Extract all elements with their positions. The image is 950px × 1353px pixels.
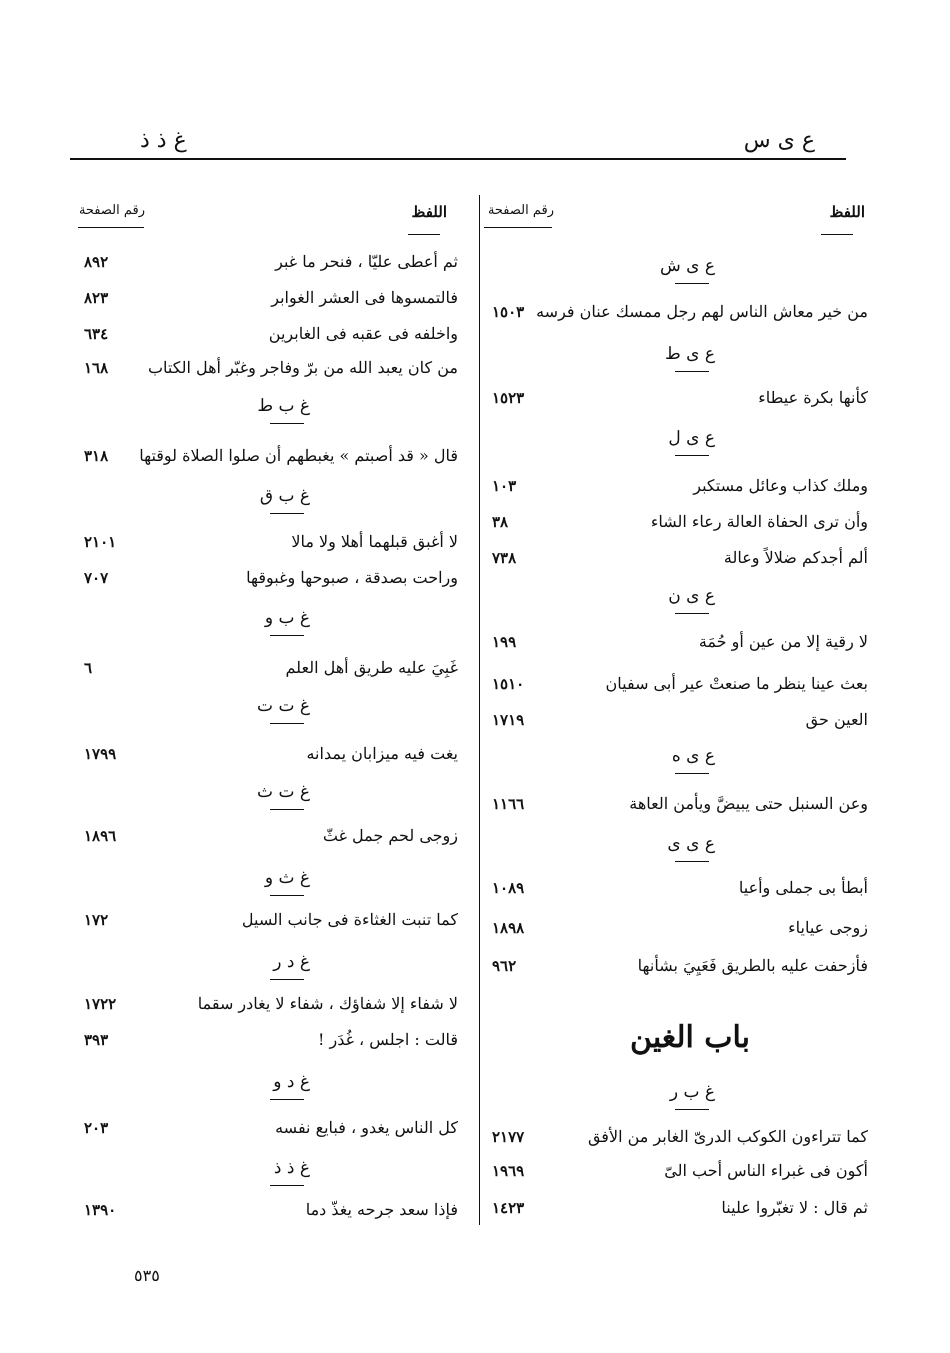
header-right: ع ى س xyxy=(743,128,815,153)
right-entry-text: أبطأ بى جملى وأعيا xyxy=(738,878,868,897)
right-entry-page-number: ١٥١٠ xyxy=(492,675,525,693)
left-entry-text: كما تنبت الغثاءة فى جانب السيل xyxy=(241,910,458,929)
left-entry-page-number: ١٧٢٢ xyxy=(84,995,117,1013)
right-entry-text: من خير معاش الناس لهم رجل ممسك عنان فرسه xyxy=(536,302,868,321)
left-root-rule xyxy=(270,513,304,514)
right-entry-page-number: ١٥٢٣ xyxy=(492,389,525,407)
left-entry-text: فإذا سعد جرحه يغذّ دما xyxy=(305,1200,458,1219)
right-entry-page-number: ١٩٦٩ xyxy=(492,1162,525,1180)
right-entry-page-number: ٣٨ xyxy=(492,513,509,531)
right-root-rule xyxy=(675,613,709,614)
right-entry-page-number: ٩٦٢ xyxy=(492,957,517,975)
left-root-heading: غ ب و xyxy=(264,608,310,628)
right-entry-page-number: ١٥٠٣ xyxy=(492,303,525,321)
left-entry-text: يغت فيه ميزابان يمدانه xyxy=(306,744,458,763)
left-entry-page-number: ١٧٢ xyxy=(84,911,109,929)
right-root-rule xyxy=(675,455,709,456)
right-entry-text: وعن السنبل حتى يبيضَّ ويأمن العاهة xyxy=(629,794,868,813)
right-entry-page-number: ١٠٣ xyxy=(492,477,517,495)
right-entry-text: وملك كذاب وعائل مستكبر xyxy=(693,476,868,495)
right-root-rule xyxy=(675,773,709,774)
left-root-heading: غ د و xyxy=(273,1072,310,1092)
left-entry-page-number: ١٧٩٩ xyxy=(84,745,117,763)
left-entry-text: قالت : اجلس ، غُدَر ! xyxy=(317,1030,458,1049)
header-left: غ ذ ذ xyxy=(140,128,187,153)
left-root-heading: غ ب ط xyxy=(257,396,310,416)
right-entry-text: أكون فى غبراء الناس أحب الىّ xyxy=(664,1161,868,1180)
right-entry-page-number: ١١٦٦ xyxy=(492,795,525,813)
left-root-heading: غ ت ث xyxy=(257,782,310,802)
right-entry-text: كأنها بكرة عيطاء xyxy=(758,388,868,407)
left-entry-text: غَبِيَ عليه طريق أهل العلم xyxy=(285,658,458,677)
right-root-heading: ع ى ن xyxy=(668,586,715,606)
left-entry-text: كل الناس يغدو ، فبايع نفسه xyxy=(275,1118,458,1137)
right-entry-text: ثم قال : لا تغبّروا علينا xyxy=(721,1198,868,1217)
left-root-rule xyxy=(270,979,304,980)
left-entry-text: لا شفاء إلا شفاؤك ، شفاء لا يغادر سقما xyxy=(197,994,458,1013)
right-root-rule xyxy=(675,1109,709,1110)
left-entry-page-number: ٨٩٢ xyxy=(84,253,109,271)
left-entry-page-number: ٣١٨ xyxy=(84,447,109,465)
left-word-label: اللفظ xyxy=(411,203,447,221)
left-entry-page-number: ١٨٩٦ xyxy=(84,827,117,845)
left-root-rule xyxy=(270,809,304,810)
left-root-rule xyxy=(270,1099,304,1100)
left-entry-text: زوجى لحم جمل غثّ xyxy=(322,826,458,845)
left-root-rule xyxy=(270,723,304,724)
right-root-heading: ع ى ط xyxy=(665,344,715,364)
right-entry-text: كما تتراءون الكوكب الدرىّ الغابر من الأفق xyxy=(587,1127,868,1146)
right-entry-page-number: ١٧١٩ xyxy=(492,711,525,729)
left-entry-page-number: ١٦٨ xyxy=(84,359,109,377)
right-entry-page-number: ١٤٢٣ xyxy=(492,1199,525,1217)
right-root-heading: غ ب ر xyxy=(669,1082,715,1102)
right-entry-text: فأزحفت عليه بالطريق فَعَيِيَ بشأنها xyxy=(637,956,868,975)
column-divider xyxy=(479,195,480,1225)
right-entry-page-number: ١٠٨٩ xyxy=(492,879,525,897)
top-rule xyxy=(70,158,846,160)
left-root-rule xyxy=(270,635,304,636)
right-entry-page-number: ٧٣٨ xyxy=(492,549,517,567)
left-entry-page-number: ٧٠٧ xyxy=(84,569,109,587)
right-root-rule xyxy=(675,861,709,862)
right-entry-page-number: ٢١٧٧ xyxy=(492,1128,525,1146)
left-entry-page-number: ٢٠٣ xyxy=(84,1119,109,1137)
left-root-rule xyxy=(270,1185,304,1186)
left-root-heading: غ ب ق xyxy=(259,486,310,506)
left-entry-page-number: ٦ xyxy=(84,659,93,677)
right-entry-text: لا رقية إلا من عين أو حُمَة xyxy=(698,632,868,651)
right-page-label-underline xyxy=(484,227,552,228)
right-word-label: اللفظ xyxy=(829,203,865,221)
left-entry-page-number: ٨٢٣ xyxy=(84,289,109,307)
right-root-rule xyxy=(675,283,709,284)
left-entry-text: من كان يعبد الله من برّ وفاجر وغبّر أهل الكتاب xyxy=(147,358,458,377)
left-word-label-underline xyxy=(408,234,440,235)
left-entry-text: فالتمسوها فى العشر الغوابر xyxy=(271,288,458,307)
right-root-rule xyxy=(675,371,709,372)
left-root-rule xyxy=(270,423,304,424)
left-root-rule xyxy=(270,895,304,896)
right-root-heading: ع ى ش xyxy=(659,256,715,276)
right-entry-page-number: ١٨٩٨ xyxy=(492,919,525,937)
page-number: ٥٣٥ xyxy=(134,1266,160,1285)
right-word-label-underline xyxy=(821,234,853,235)
right-entry-text: العين حق xyxy=(805,710,868,729)
left-root-heading: غ د ر xyxy=(273,952,310,972)
right-entry-text: ألم أجدكم ضلالاً وعالة xyxy=(723,548,868,567)
right-root-heading: ع ى ل xyxy=(668,428,715,448)
left-root-heading: غ ت ت xyxy=(257,696,310,716)
left-page-label-underline xyxy=(78,227,144,228)
left-entry-text: واخلفه فى عقبه فى الغابرين xyxy=(268,324,458,343)
right-page-label: رقم الصفحة xyxy=(487,203,554,218)
right-entry-text: بعث عينا ينظر ما صنعتْ عير أبى سفيان xyxy=(605,674,868,693)
right-chapter-heading: باب الغين xyxy=(629,1020,750,1055)
left-entry-text: ثم أعطى عليّا ، فنحر ما غبر xyxy=(275,252,458,271)
left-entry-text: لا أغبق قبلهما أهلا ولا مالا xyxy=(291,532,458,551)
left-page-label: رقم الصفحة xyxy=(78,203,145,218)
left-root-heading: غ ذ ذ xyxy=(273,1158,310,1178)
right-entry-text: زوجى عياياء xyxy=(788,918,868,937)
right-root-heading: ع ى ى xyxy=(667,834,715,854)
left-entry-page-number: ١٣٩٠ xyxy=(84,1201,117,1219)
left-root-heading: غ ث و xyxy=(264,868,310,888)
left-entry-page-number: ٢١٠١ xyxy=(84,533,117,551)
right-entry-page-number: ١٩٩ xyxy=(492,633,517,651)
left-entry-text: وراحت بصدقة ، صبوحها وغبوقها xyxy=(246,568,458,587)
left-entry-page-number: ٣٩٣ xyxy=(84,1031,109,1049)
right-entry-text: وأن ترى الحفاة العالة رعاء الشاء xyxy=(650,512,868,531)
left-entry-page-number: ٦٣٤ xyxy=(84,325,109,343)
left-entry-text: قال « قد أصبتم » يغبطهم أن صلوا الصلاة لوقتها xyxy=(139,446,458,465)
right-root-heading: ع ى ه xyxy=(671,746,715,766)
